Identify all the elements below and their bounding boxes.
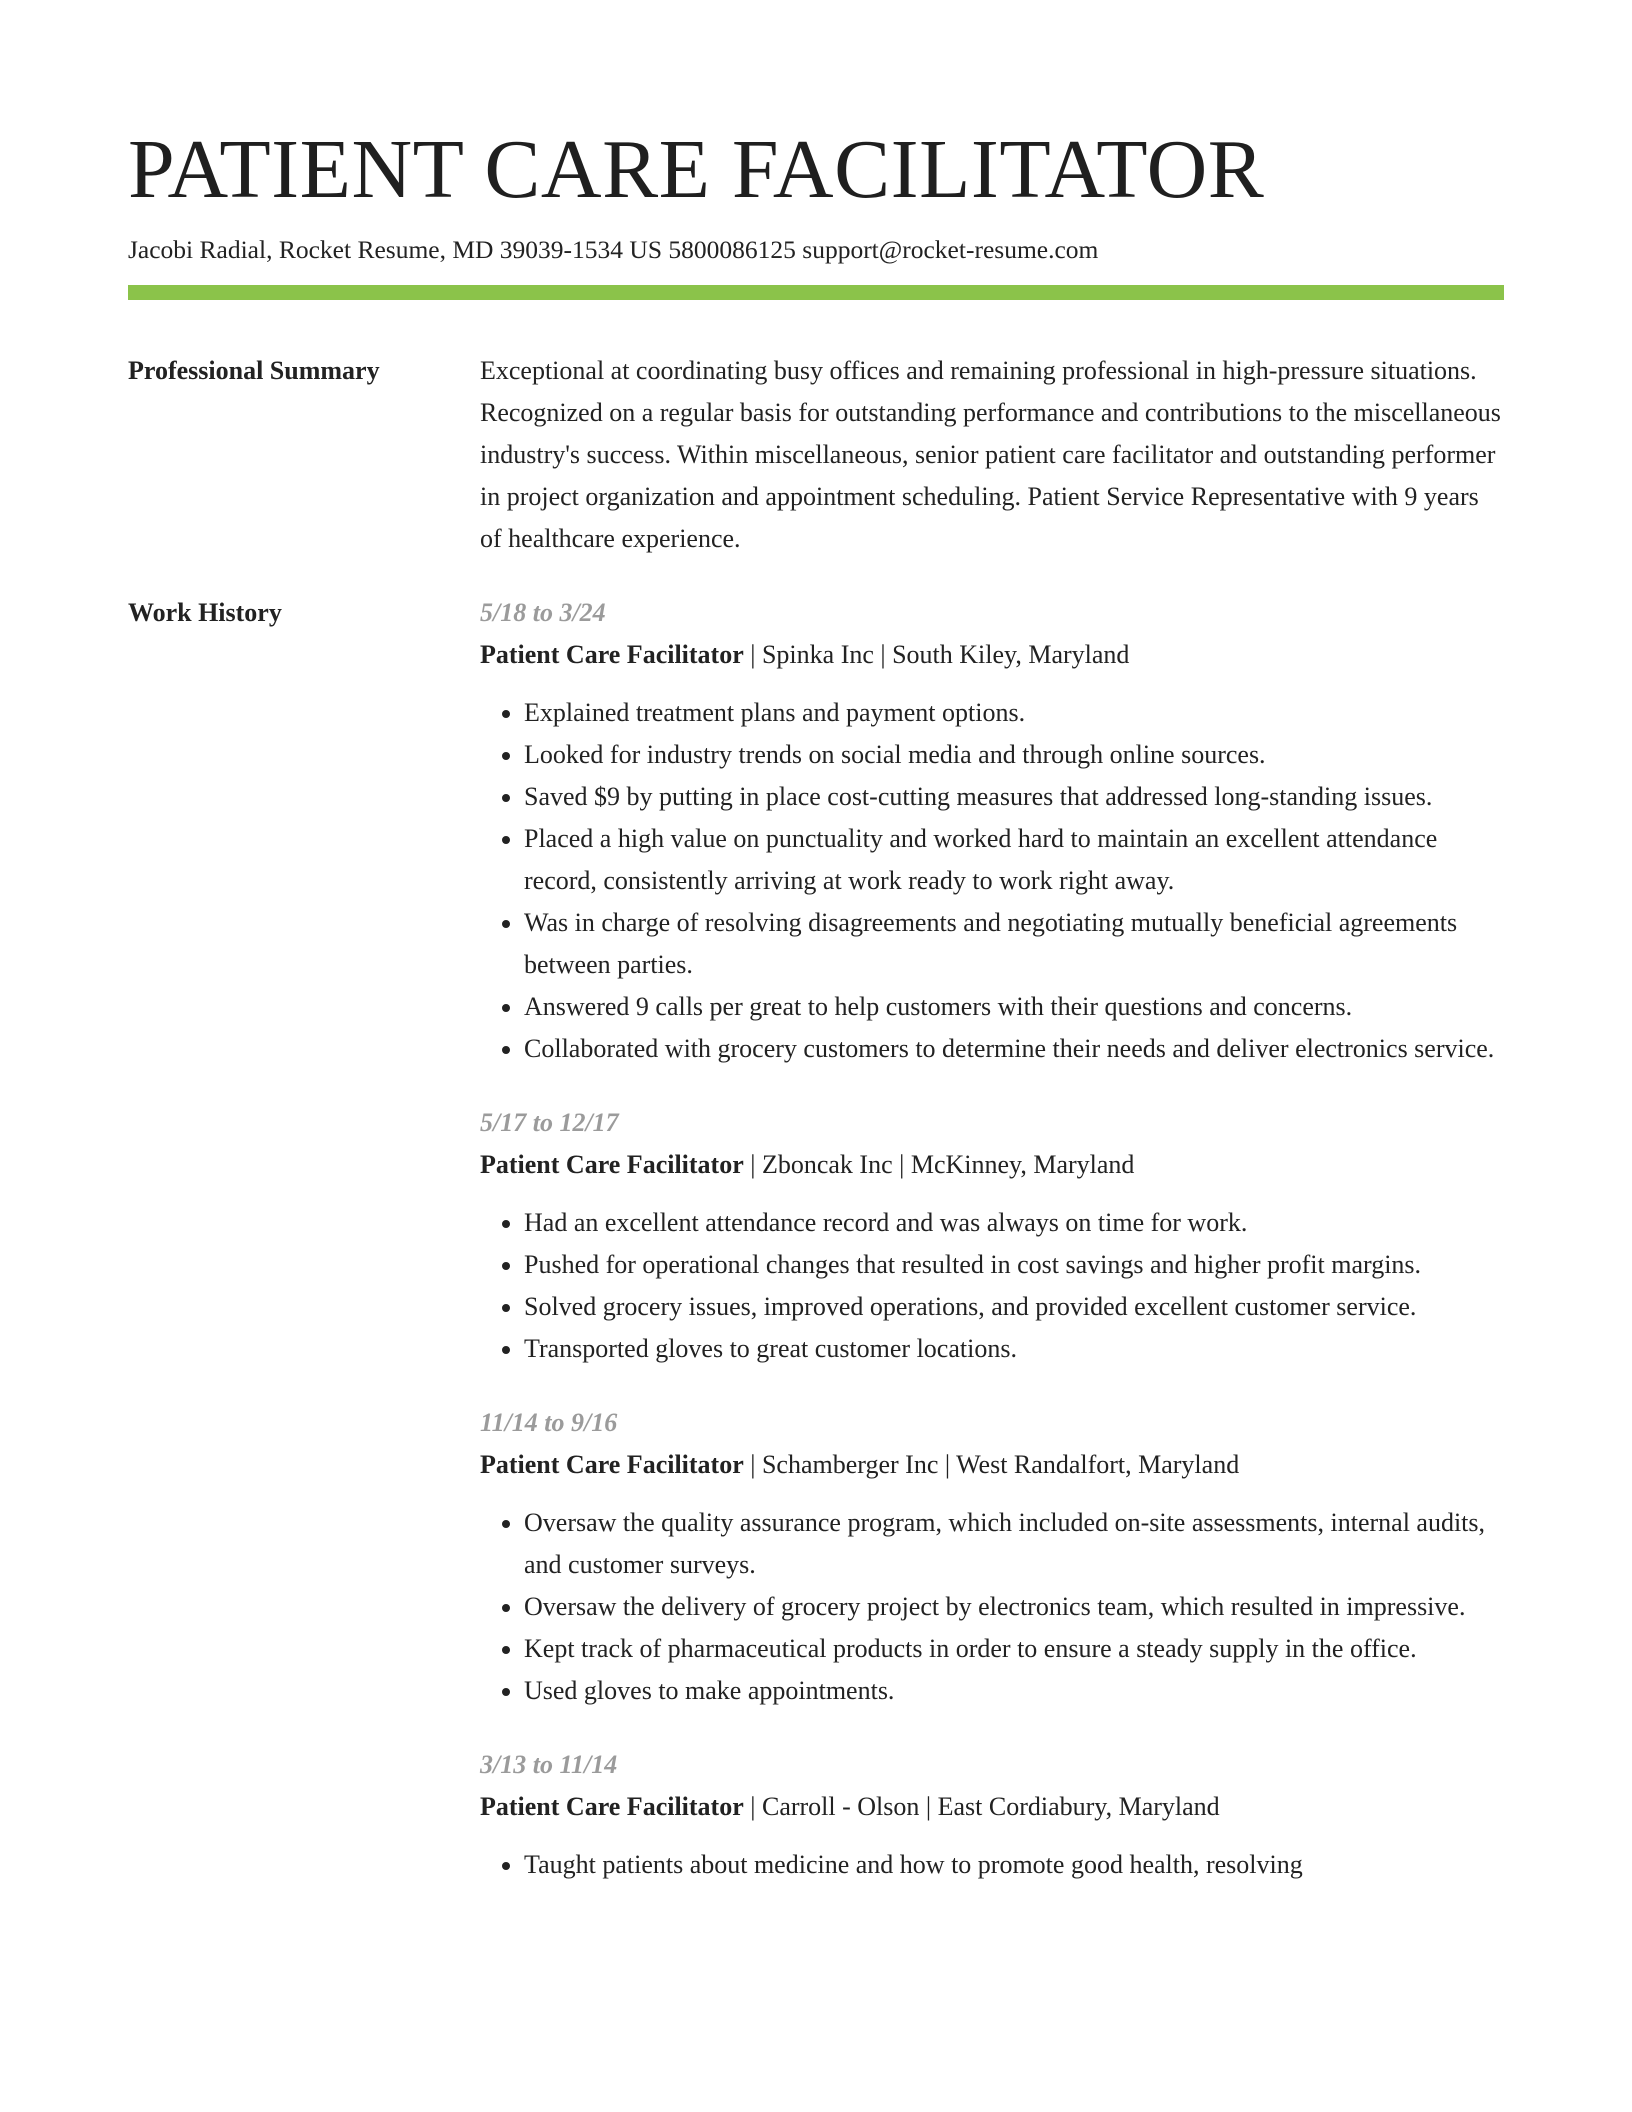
resume-page [128,0,1504,1918]
job-details: | Carroll - Olson | East Cordiabury, Maryland [743,1792,1220,1821]
resume-title: PATIENT CARE FACILITATOR [128,123,1265,216]
work-history-body [480,592,1504,1918]
job-heading [480,1786,1504,1828]
job-bullet: • Looked for industry trends on social media and through online sources. [524,734,1504,776]
summary-section [128,350,1504,560]
header-divider [128,285,1504,300]
job-details: | Zboncak Inc | McKinney, Maryland [743,1150,1135,1179]
summary-text: Exceptional at coordinating busy offices and remaining professional in high-pressure situations. Recognized on a regular basis for outstanding performance and contributions to the miscellaneous industry's success. Within miscellaneous, senior patient care facilitator and outstanding performer in project organization and appointment scheduling. Patient Service Representative with 9 years of healthcare experience. [480,356,1501,553]
job-entry [480,1402,1504,1712]
summary-body [480,350,1504,560]
job-bullet: • Transported gloves to great customer locations. [524,1328,1504,1370]
job-bullet: • Solved grocery issues, improved operations, and provided excellent customer service. [524,1286,1504,1328]
job-dates: 11/14 to 9/16 [480,1408,618,1437]
work-history-heading: Work History [128,598,282,627]
job-dates: 5/18 to 3/24 [480,598,606,627]
job-bullet: • Oversaw the delivery of grocery project by electronics team, which resulted in impressive. [524,1586,1504,1628]
job-heading [480,634,1504,676]
job-title: Patient Care Facilitator [480,1150,744,1179]
job-entry [480,1102,1504,1370]
job-bullet: • Used gloves to make appointments. [524,1670,1504,1712]
job-entry [480,1744,1504,1886]
job-bullet: • Answered 9 calls per great to help customers with their questions and concerns. [524,986,1504,1028]
contact-info: Jacobi Radial, Rocket Resume, MD 39039-1534 US 5800086125 support@rocket-resume.com [128,235,1099,264]
job-dates: 5/17 to 12/17 [480,1108,619,1137]
job-bullet: • Was in charge of resolving disagreements and negotiating mutually beneficial agreements between parties. [524,902,1504,986]
job-dates: 3/13 to 11/14 [480,1750,618,1779]
work-history-section [128,592,1504,1918]
job-entry [480,592,1504,1070]
job-heading [480,1144,1504,1186]
job-bullet: • Placed a high value on punctuality and worked hard to maintain an excellent attendance record, consistently arriving at work ready to work right away. [524,818,1504,902]
job-heading [480,1444,1504,1486]
job-bullet: • Saved $9 by putting in place cost-cutting measures that addressed long-standing issues. [524,776,1504,818]
job-details: | Schamberger Inc | West Randalfort, Maryland [743,1450,1240,1479]
job-bullet: • Had an excellent attendance record and was always on time for work. [524,1202,1504,1244]
job-bullets [480,1202,1504,1370]
job-title: Patient Care Facilitator [480,1792,744,1821]
job-bullet: • Oversaw the quality assurance program, which included on-site assessments, internal audits, and customer surveys. [524,1502,1504,1586]
job-bullet: • Taught patients about medicine and how to promote good health, resolving [524,1844,1504,1886]
job-bullets [480,1502,1504,1712]
job-bullet: • Kept track of pharmaceutical products in order to ensure a steady supply in the office. [524,1628,1504,1670]
summary-heading: Professional Summary [128,356,380,385]
job-details: | Spinka Inc | South Kiley, Maryland [743,640,1130,669]
job-bullet: • Explained treatment plans and payment options. [524,692,1504,734]
job-title: Patient Care Facilitator [480,1450,744,1479]
job-title: Patient Care Facilitator [480,640,744,669]
job-bullets [480,692,1504,1070]
job-bullets [480,1844,1504,1886]
job-bullet: • Pushed for operational changes that resulted in cost savings and higher profit margins. [524,1244,1504,1286]
job-bullet: • Collaborated with grocery customers to determine their needs and deliver electronics service. [524,1028,1504,1070]
